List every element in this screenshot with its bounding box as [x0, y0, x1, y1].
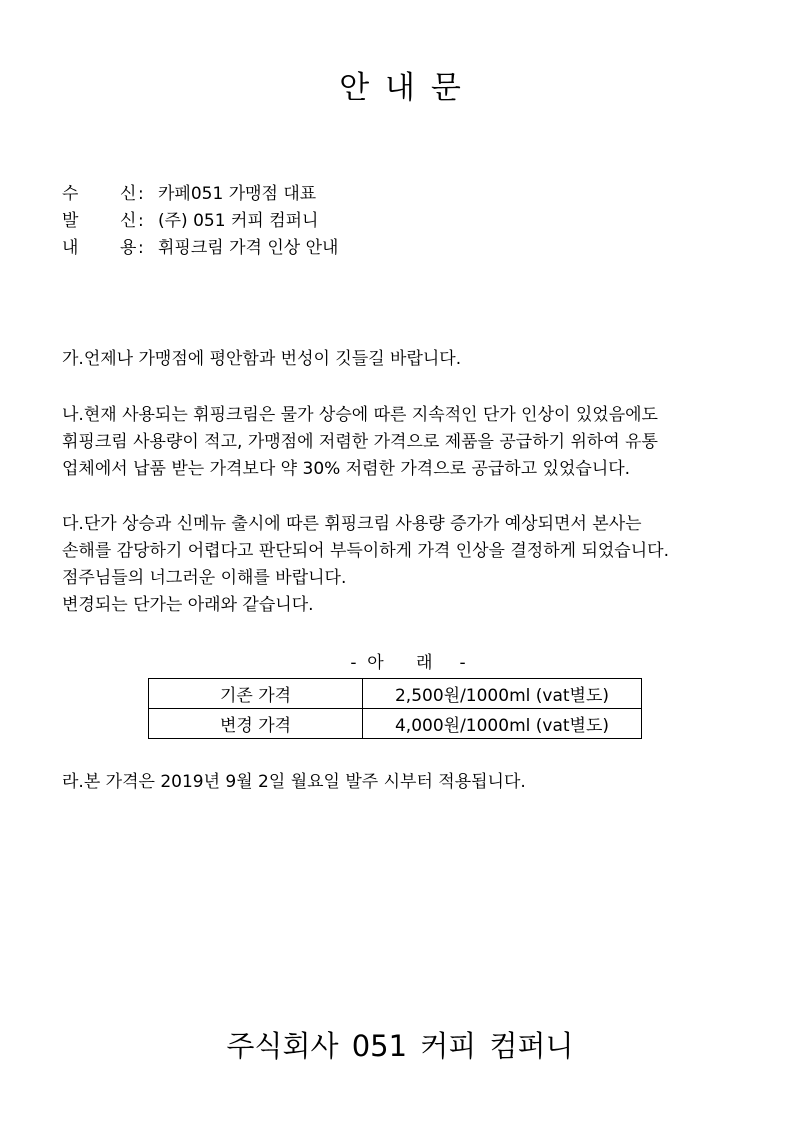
paragraph-da [62, 511, 669, 619]
paragraph-line: 휘핑크림 사용량이 적고, 가맹점에 저렴한 가격으로 제품을 공급하기 위하여 유통 [62, 432, 658, 452]
paragraph-na [62, 402, 658, 483]
header-key-part2: 신 [120, 184, 137, 204]
paragraph-line: 업체에서 납품 받는 가격보다 약 30% 저렴한 가격으로 공급하고 있었습니다. [62, 459, 631, 479]
paragraph-ga [62, 346, 461, 373]
paragraph-line: 손해를 감당하기 어렵다고 판단되어 부득이하게 가격 인상을 결정하게 되었습니다. [62, 541, 669, 561]
price-label-cell: 변경 가격 [149, 709, 363, 739]
price-table [148, 678, 642, 739]
company-name: 주식회사 051 커피 컴퍼니 [226, 1029, 574, 1063]
header-key-part2: 용 [120, 238, 137, 258]
header-colon: : [138, 211, 144, 231]
price-value-cell: 4,000원/1000ml (vat별도) [363, 709, 642, 739]
header-row-subject [62, 235, 338, 262]
price-label-cell: 기존 가격 [149, 679, 363, 709]
below-section-label: - 아 래 - [350, 653, 466, 673]
header-key-part1: 내 [62, 238, 79, 258]
header-block [62, 181, 338, 262]
table-row [149, 709, 642, 739]
header-key-part1: 발 [62, 211, 79, 231]
paragraph-line: 나.현재 사용되는 휘핑크림은 물가 상승에 따른 지속적인 단가 인상이 있었음에도 [62, 405, 658, 425]
header-colon: : [138, 184, 144, 204]
paragraph-line: 점주님들의 너그러운 이해를 바랍니다. [62, 568, 347, 588]
header-value-recipient: 카페051 가맹점 대표 [158, 184, 317, 204]
header-colon: : [138, 238, 144, 258]
header-key-part2: 신 [120, 211, 137, 231]
paragraph-ra: 라.본 가격은 2019년 9월 2일 월요일 발주 시부터 적용됩니다. [62, 772, 526, 792]
paragraph-line: 변경되는 단가는 아래와 같습니다. [62, 595, 314, 615]
paragraph-line: 다.단가 상승과 신메뉴 출시에 따른 휘핑크림 사용량 증가가 예상되면서 본사는 [62, 514, 642, 534]
price-value-cell: 2,500원/1000ml (vat별도) [363, 679, 642, 709]
header-value-sender: (주) 051 커피 컴퍼니 [158, 211, 319, 231]
header-row-recipient [62, 181, 338, 208]
paragraph-line: 가.언제나 가맹점에 평안함과 번성이 깃들길 바랍니다. [62, 349, 462, 369]
header-key-part1: 수 [62, 184, 79, 204]
table-row [149, 679, 642, 709]
header-row-sender [62, 208, 338, 235]
document-title: 안 내 문 [339, 70, 461, 106]
header-value-subject: 휘핑크림 가격 인상 안내 [158, 238, 339, 258]
